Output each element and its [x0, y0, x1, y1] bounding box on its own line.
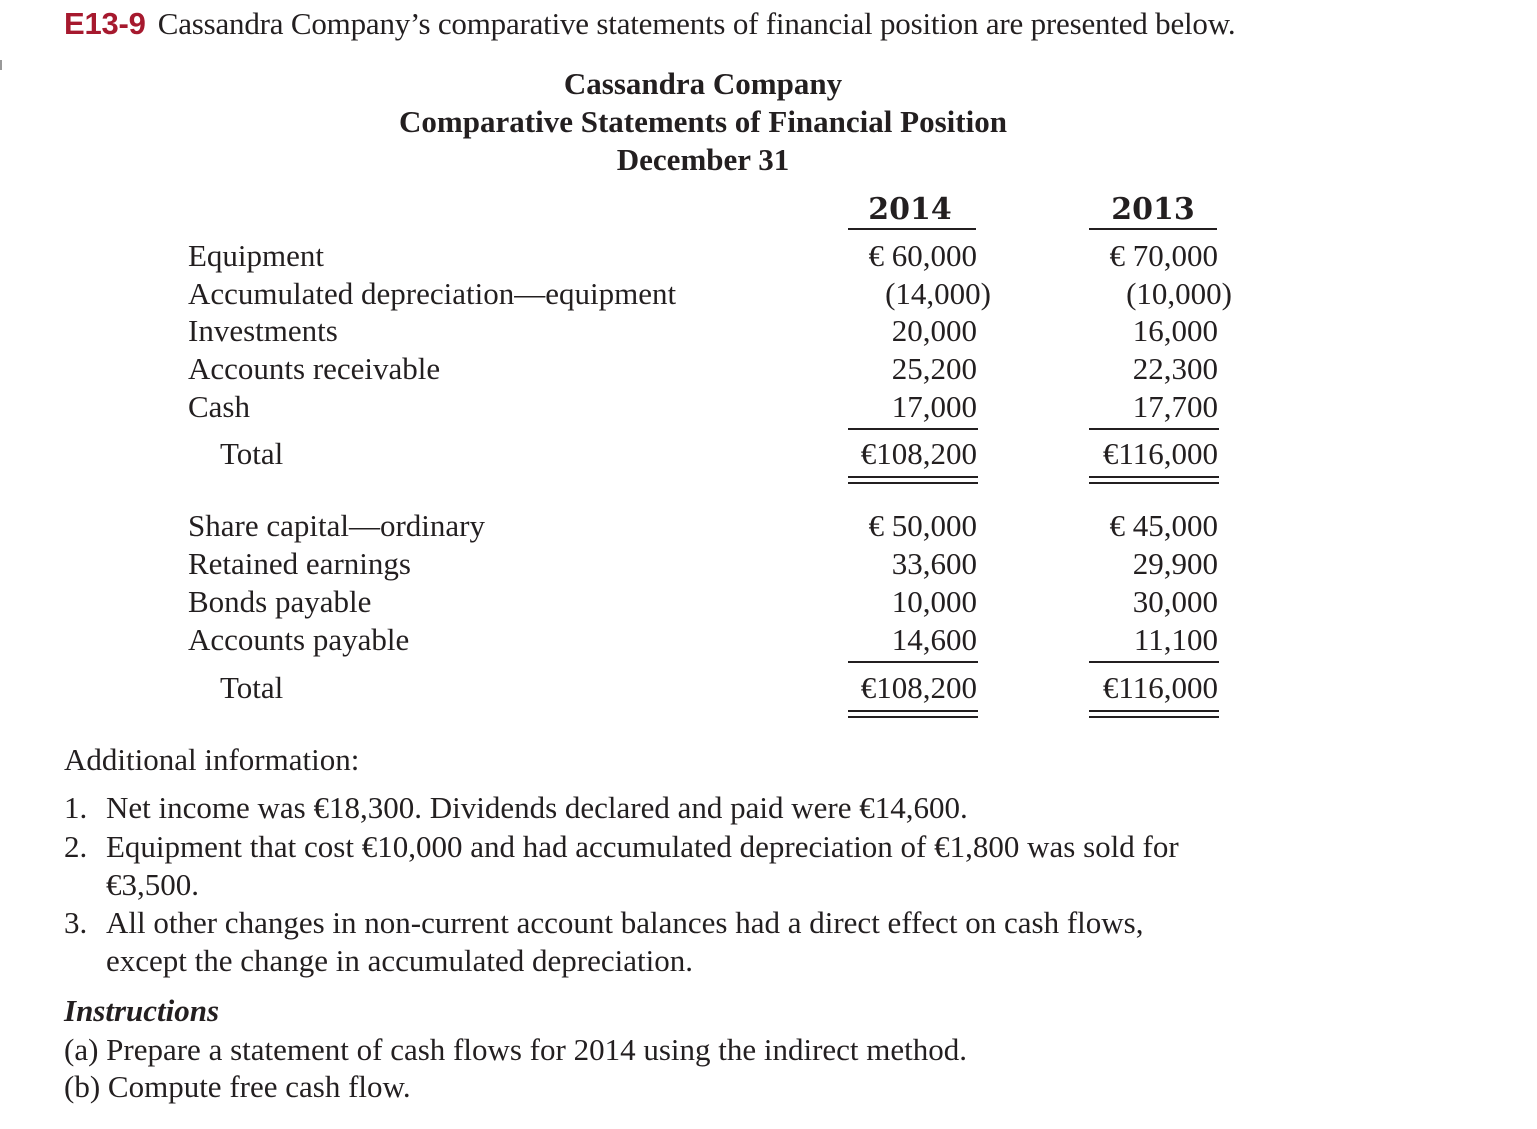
amount-2014: 25,200	[891, 351, 977, 386]
total-double-rule	[848, 710, 978, 718]
item-text-continued: €3,500.	[106, 867, 199, 902]
additional-info-item	[64, 905, 1144, 941]
instruction-text: Prepare a statement of cash flows for 2014 using the indirect method.	[106, 1032, 968, 1067]
total-double-rule	[1089, 710, 1219, 718]
total-2013: €116,000	[1102, 436, 1218, 471]
amount-2014: (14,000)	[885, 276, 991, 311]
row-label: Cash	[188, 389, 250, 424]
total-double-rule	[1089, 476, 1219, 484]
amount-2013: 11,100	[1133, 622, 1218, 657]
problem-heading	[64, 6, 1235, 42]
amount-2013: 29,900	[1132, 546, 1218, 581]
problem-statement: Cassandra Company’s comparative statements of financial position are presented below.	[157, 6, 1236, 41]
item-number: 3.	[64, 905, 88, 940]
total-2014: €108,200	[860, 436, 977, 471]
subtotal-rule	[1089, 661, 1219, 663]
item-text: All other changes in non-current account balances had a direct effect on cash flows,	[106, 905, 1144, 940]
row-label: Accounts payable	[188, 622, 410, 657]
row-label: Accounts receivable	[188, 351, 441, 386]
amount-2013: 30,000	[1132, 584, 1218, 619]
total-2013: €116,000	[1102, 670, 1218, 705]
statement-date: December 31	[616, 142, 790, 177]
amount-2013: (10,000)	[1126, 276, 1232, 311]
instruction-text: Compute free cash flow.	[107, 1069, 411, 1104]
subtotal-rule	[1089, 428, 1219, 430]
subtotal-rule	[848, 661, 978, 663]
total-double-rule	[848, 476, 978, 484]
amount-2014: 17,000	[891, 389, 977, 424]
item-number: 2.	[64, 829, 88, 864]
amount-2014: 10,000	[891, 584, 977, 619]
row-label: Retained earnings	[188, 546, 411, 581]
additional-info-item	[64, 790, 968, 826]
amount-2014: 20,000	[891, 313, 977, 348]
instruction-label: (b)	[64, 1069, 101, 1104]
total-label: Total	[220, 670, 284, 705]
row-label: Equipment	[188, 238, 325, 273]
amount-2014: 14,600	[891, 622, 977, 657]
row-label: Investments	[188, 313, 338, 348]
item-text: Equipment that cost €10,000 and had accumulated depreciation of €1,800 was sold for	[106, 829, 1179, 864]
amount-2013: € 70,000	[1109, 238, 1218, 273]
amount-2014: € 60,000	[868, 238, 977, 273]
statement-title: Comparative Statements of Financial Position	[399, 104, 1007, 139]
column-header-rule	[848, 228, 976, 230]
item-text: Net income was €18,300. Dividends declared and paid were €14,600.	[106, 790, 968, 825]
amount-2013: 17,700	[1132, 389, 1218, 424]
amount-2013: € 45,000	[1109, 508, 1218, 543]
problem-id: E13-9	[64, 6, 146, 41]
column-header-rule	[1089, 228, 1217, 230]
row-label: Bonds payable	[188, 584, 372, 619]
total-label: Total	[220, 436, 284, 471]
instruction-item	[64, 1069, 411, 1105]
amount-2014: 33,600	[891, 546, 977, 581]
total-2014: €108,200	[860, 670, 977, 705]
instructions-heading: Instructions	[64, 993, 220, 1028]
amount-2014: € 50,000	[868, 508, 977, 543]
company-name: Cassandra Company	[563, 66, 843, 101]
row-label: Accumulated depreciation—equipment	[188, 276, 677, 311]
row-label: Share capital—ordinary	[188, 508, 485, 543]
instruction-item	[64, 1032, 967, 1068]
item-text-continued: except the change in accumulated depreciation.	[106, 943, 693, 978]
column-header-2013: 2013	[1111, 192, 1195, 227]
page-edge-mark	[0, 60, 5, 70]
instruction-label: (a)	[64, 1032, 99, 1067]
additional-info-item	[64, 829, 1179, 865]
item-number: 1.	[64, 790, 88, 825]
subtotal-rule	[848, 428, 978, 430]
amount-2013: 22,300	[1132, 351, 1218, 386]
column-header-2014: 2014	[868, 192, 952, 227]
additional-info-heading: Additional information:	[64, 742, 360, 777]
amount-2013: 16,000	[1132, 313, 1218, 348]
